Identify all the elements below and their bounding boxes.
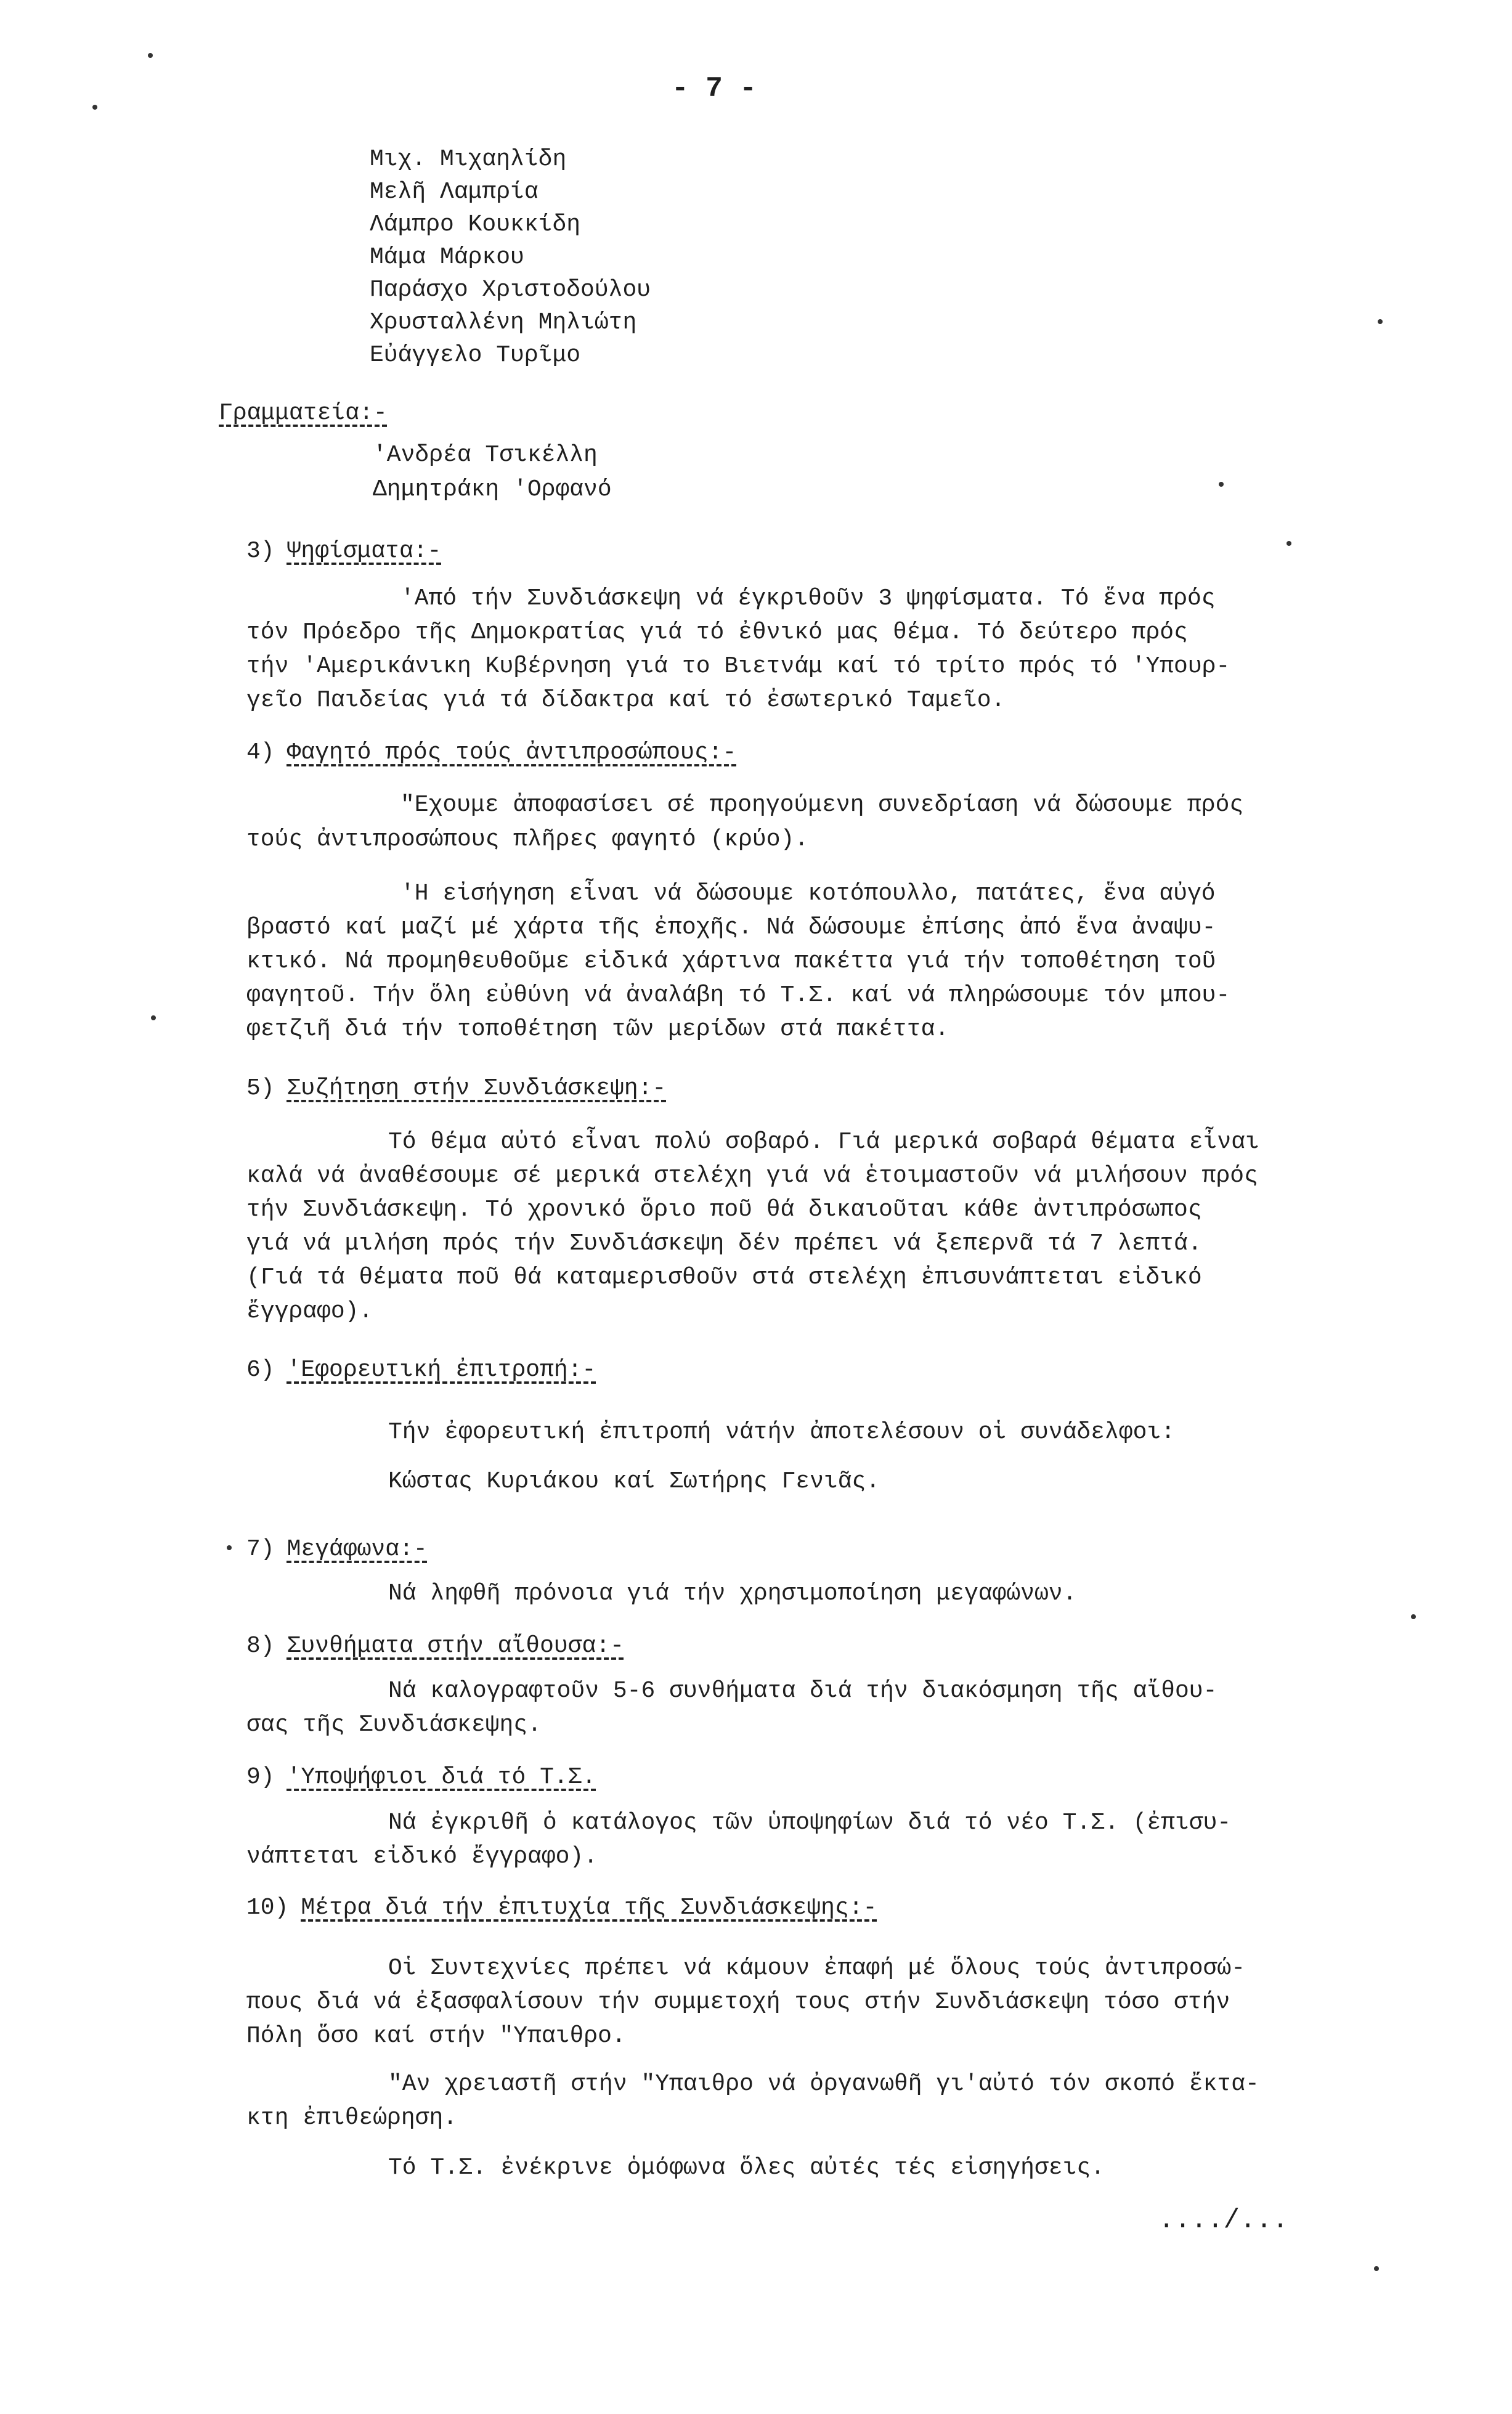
text-line: ἔγγραφο). bbox=[246, 1298, 373, 1325]
text-line: νάπτεται εἰδικό ἔγγραφο). bbox=[246, 1843, 598, 1870]
text-line: Πόλη ὅσο καί στήν "Υπαιθρο. bbox=[246, 2023, 626, 2049]
text-line: τόν Πρόεδρο τῆς Δημοκρατίας γιά τό ἐθνικό μας θέμα. Τό δεύτερο πρός bbox=[246, 619, 1188, 646]
text-line: Νά καλογραφτοῦν 5-6 συνθήματα διά τήν διακόσμηση τῆς αἴθου- bbox=[388, 1678, 1217, 1704]
name-item: Παράσχο Χριστοδούλου bbox=[370, 277, 651, 303]
scan-speck bbox=[148, 53, 153, 58]
names-list bbox=[370, 143, 651, 372]
text-line: Τήν ἐφορευτική ἐπιτροπή νάτήν ἀποτελέσουν οἱ συνάδελφοι: bbox=[388, 1419, 1176, 1445]
text-line: τούς ἀντιπροσώπους πλῆρες φαγητό (κρύο). bbox=[246, 826, 809, 853]
text-line: σας τῆς Συνδιάσκεψης. bbox=[246, 1712, 542, 1738]
text-line: φετζιῆ διά τήν τοποθέτηση τῶν μερίδων στά πακέττα. bbox=[246, 1016, 949, 1042]
text-line: καλά νά ἀναθέσουμε σέ μερικά στελέχη γιά νά ἑτοιμαστοῦν νά μιλήσουν πρός bbox=[246, 1163, 1258, 1189]
section-heading: 10) Μέτρα διά τήν ἐπιτυχία τῆς Συνδιάσκεψης:- bbox=[246, 1895, 877, 1921]
continuation-mark: ..../... bbox=[1158, 2205, 1289, 2236]
section-heading: 4) Φαγητό πρός τούς ἀντιπροσώπους:- bbox=[246, 739, 737, 766]
text-line: γιά νά μιλήση πρός τήν Συνδιάσκεψη δέν πρέπει νά ξεπερνᾶ τά 7 λεπτά. bbox=[246, 1230, 1202, 1257]
name-item: Μελῆ Λαμπρία bbox=[370, 179, 539, 205]
text-line: κτικό. Νά προμηθευθοῦμε εἰδικά χάρτινα πακέττα γιά τήν τοποθέτηση τοῦ bbox=[246, 948, 1216, 975]
scan-speck bbox=[92, 105, 97, 110]
scan-speck bbox=[1219, 482, 1224, 487]
name-item: Εὐάγγελο Τυρῖμο bbox=[370, 342, 581, 368]
text-line: κτη ἐπιθεώρηση. bbox=[246, 2105, 458, 2131]
scan-speck bbox=[1374, 2266, 1379, 2271]
text-line: 'Η εἰσήγηση εἶναι νά δώσουμε κοτόπουλλο, πατάτες, ἕνα αὐγό bbox=[400, 880, 1216, 907]
text-line: Οἱ Συντεχνίες πρέπει νά κάμουν ἐπαφή μέ ὅλους τούς ἀντιπροσώ- bbox=[388, 1955, 1246, 1981]
secretariat-name: Δημητράκη 'Ορφανό bbox=[373, 476, 612, 503]
name-item: Μιχ. Μιχαηλίδη bbox=[370, 146, 567, 173]
scan-speck bbox=[227, 1545, 232, 1550]
text-line: Νά ληφθῆ πρόνοια γιά τήν χρησιμοποίηση μεγαφώνων. bbox=[388, 1580, 1077, 1607]
section-heading: 6) 'Εφορευτική ἐπιτροπή:- bbox=[246, 1357, 596, 1383]
text-line: πους διά νά ἐξασφαλίσουν τήν συμμετοχή τους στήν Συνδιάσκεψη τόσο στήν bbox=[246, 1989, 1230, 2015]
text-line: τήν Συνδιάσκεψη. Τό χρονικό ὅριο ποῦ θά δικαιοῦται κάθε ἀντιπρόσωπος bbox=[246, 1197, 1202, 1223]
scan-speck bbox=[1286, 541, 1291, 546]
text-line: τήν 'Αμερικάνικη Κυβέρνηση γιά το Βιετνάμ καί τό τρίτο πρός τό 'Υπουρ- bbox=[246, 653, 1230, 680]
name-item: Λάμπρο Κουκκίδη bbox=[370, 211, 581, 238]
page-number: - 7 - bbox=[672, 73, 757, 105]
text-line: Τό θέμα αὐτό εἶναι πολύ σοβαρό. Γιά μερικά σοβαρά θέματα εἶναι bbox=[388, 1129, 1259, 1155]
scan-speck bbox=[1378, 319, 1383, 324]
text-line: "Εχουμε ἀποφασίσει σέ προηγούμενη συνεδρίαση νά δώσουμε πρός bbox=[400, 792, 1244, 818]
text-line: βραστό καί μαζί μέ χάρτα τῆς ἐποχῆς. Νά δώσουμε ἐπίσης ἀπό ἕνα ἀναψυ- bbox=[246, 914, 1216, 941]
secretariat-name: 'Ανδρέα Τσικέλλη bbox=[373, 442, 598, 468]
text-line: Τό Τ.Σ. ἐνέκρινε ὁμόφωνα ὅλες αὐτές τές εἰσηγήσεις. bbox=[388, 2155, 1105, 2181]
text-line: φαγητοῦ. Τήν ὅλη εὐθύνη νά ἀναλάβη τό Τ.Σ. καί νά πληρώσουμε τόν μπου- bbox=[246, 982, 1230, 1009]
scan-speck bbox=[1411, 1614, 1416, 1619]
name-item: Μάμα Μάρκου bbox=[370, 244, 524, 270]
name-item: Χρυσταλλένη Μηλιώτη bbox=[370, 309, 637, 336]
secretariat-heading: Γραμματεία:- bbox=[219, 400, 388, 426]
section-heading: 9) 'Υποψήφιοι διά τό Τ.Σ. bbox=[246, 1764, 596, 1790]
scan-speck bbox=[151, 1015, 156, 1020]
text-line: 'Από τήν Συνδιάσκεψη νά έγκριθοῦν 3 ψηφίσματα. Τό ἕνα πρός bbox=[400, 585, 1216, 612]
section-heading: 8) Συνθήματα στήν αἴθουσα:- bbox=[246, 1633, 624, 1659]
text-line: "Αν χρειαστῆ στήν "Υπαιθρο νά ὀργανωθῆ γι'αὐτό τόν σκοπό ἔκτα- bbox=[388, 2071, 1259, 2097]
text-line: Νά ἐγκριθῆ ὁ κατάλογος τῶν ὑποψηφίων διά τό νέο Τ.Σ. (ἐπισυ- bbox=[388, 1810, 1232, 1836]
section-heading: 5) Συζήτηση στήν Συνδιάσκεψη:- bbox=[246, 1075, 667, 1102]
section-heading: 3) Ψηφίσματα:- bbox=[246, 538, 442, 564]
text-line: γεῖο Παιδείας γιά τά δίδακτρα καί τό ἐσωτερικό Ταμεῖο. bbox=[246, 687, 1006, 713]
text-line: (Γιά τά θέματα ποῦ θά καταμερισθοῦν στά στελέχη ἐπισυνάπτεται εἰδικό bbox=[246, 1264, 1202, 1291]
text-line: Κώστας Κυριάκου καί Σωτήρης Γενιᾶς. bbox=[388, 1468, 880, 1495]
section-heading: 7) Μεγάφωνα:- bbox=[246, 1536, 428, 1563]
